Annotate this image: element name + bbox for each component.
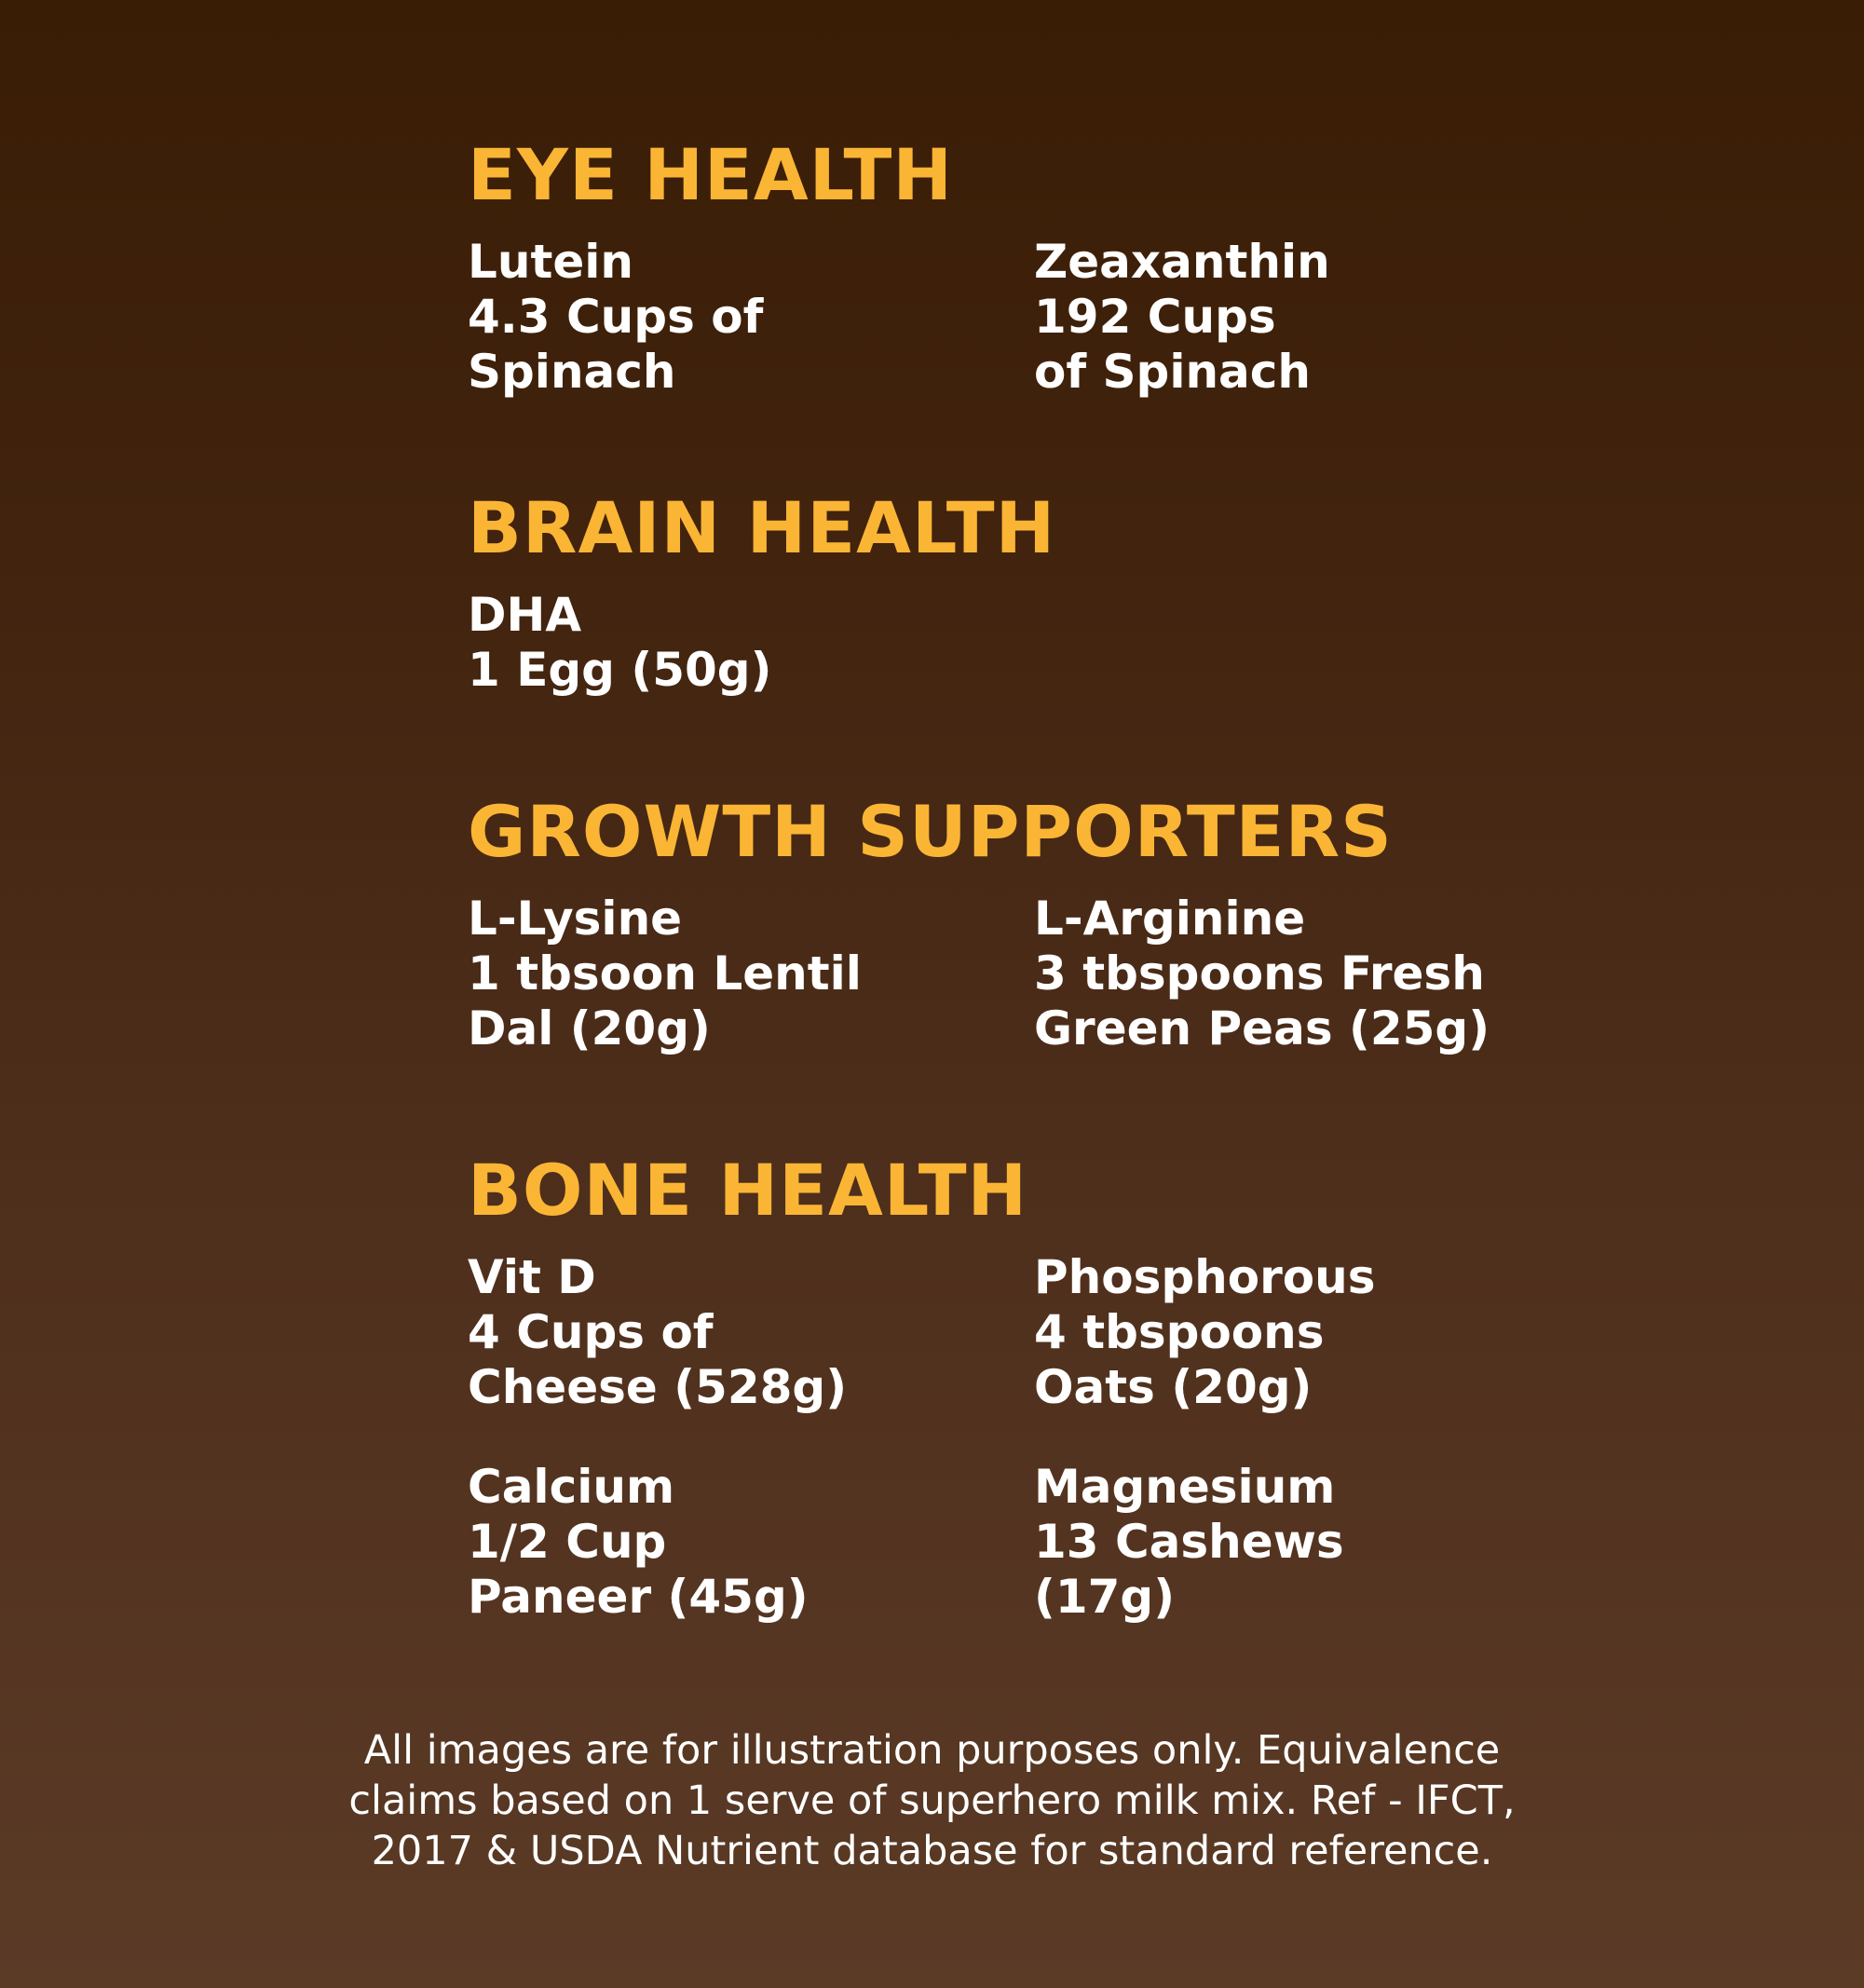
nutrient-item-lutein [468,235,1034,400]
nutrient-equivalent: 1/2 Cup [468,1515,667,1569]
nutrient-item-calcium [468,1460,1034,1625]
disclaimer-line: claims based on 1 serve of superhero milk mix. Ref - IFCT, [348,1777,1516,1824]
nutrient-equivalence-panel [468,130,1585,1625]
nutrient-name: Zeaxanthin [1034,235,1330,289]
nutrient-item-l-arginine [1034,892,1593,1056]
nutrient-equivalent: 1 Egg (50g) [468,643,772,697]
nutrient-item-dha [468,588,1034,698]
nutrient-equivalent: 1 tbsoon Lentil [468,946,862,1001]
nutrient-equivalent: 4 tbspoons [1034,1305,1325,1359]
nutrient-equivalent: 4 Cups of [468,1305,714,1359]
nutrient-equivalent: of Spinach [1034,345,1312,399]
nutrient-item-phosphorous [1034,1250,1593,1415]
nutrient-name: Calcium [468,1460,675,1514]
nutrient-name: Phosphorous [1034,1250,1376,1304]
nutrient-equivalent: Paneer (45g) [468,1570,809,1624]
nutrient-item-l-lysine [468,892,1034,1056]
section-eye-health [468,130,1585,400]
section-growth-supporters [468,787,1585,1056]
nutrient-equivalent: 4.3 Cups of [468,290,764,344]
disclaimer-line: All images are for illustration purposes only. Equivalence [363,1727,1501,1774]
nutrient-name: L-Arginine [1034,892,1306,946]
nutrient-equivalent: Oats (20g) [1034,1360,1313,1414]
nutrient-grid [468,892,1585,1056]
section-title: BRAIN HEALTH [468,486,1056,569]
nutrient-equivalent: 3 tbspoons Fresh [1034,946,1485,1001]
nutrient-equivalent: Dal (20g) [468,1001,711,1055]
nutrient-name: DHA [468,588,582,642]
nutrient-equivalent: Green Peas (25g) [1034,1001,1490,1055]
disclaimer-footnote [0,1725,1864,1876]
nutrient-grid [468,1250,1585,1625]
nutrient-grid [468,235,1585,400]
nutrient-grid [468,588,1585,698]
section-title: GROWTH SUPPORTERS [468,790,1393,873]
section-brain-health [468,483,1585,698]
nutrient-item-zeaxanthin [1034,235,1593,400]
section-bone-health [468,1146,1585,1625]
nutrient-name: Vit D [468,1250,596,1304]
disclaimer-line: 2017 & USDA Nutrient database for standard reference. [371,1828,1493,1874]
section-title: EYE HEALTH [468,133,953,216]
nutrient-equivalent: 192 Cups [1034,290,1276,344]
nutrient-name: Lutein [468,235,634,289]
nutrient-equivalent: (17g) [1034,1570,1176,1624]
nutrient-equivalent: Spinach [468,345,676,399]
nutrient-equivalent: 13 Cashews [1034,1515,1344,1569]
nutrient-item-vit-d [468,1250,1034,1415]
nutrient-equivalent: Cheese (528g) [468,1360,848,1414]
section-title: BONE HEALTH [468,1149,1028,1232]
nutrient-name: Magnesium [1034,1460,1336,1514]
nutrient-item-magnesium [1034,1460,1593,1625]
nutrient-name: L-Lysine [468,892,683,946]
